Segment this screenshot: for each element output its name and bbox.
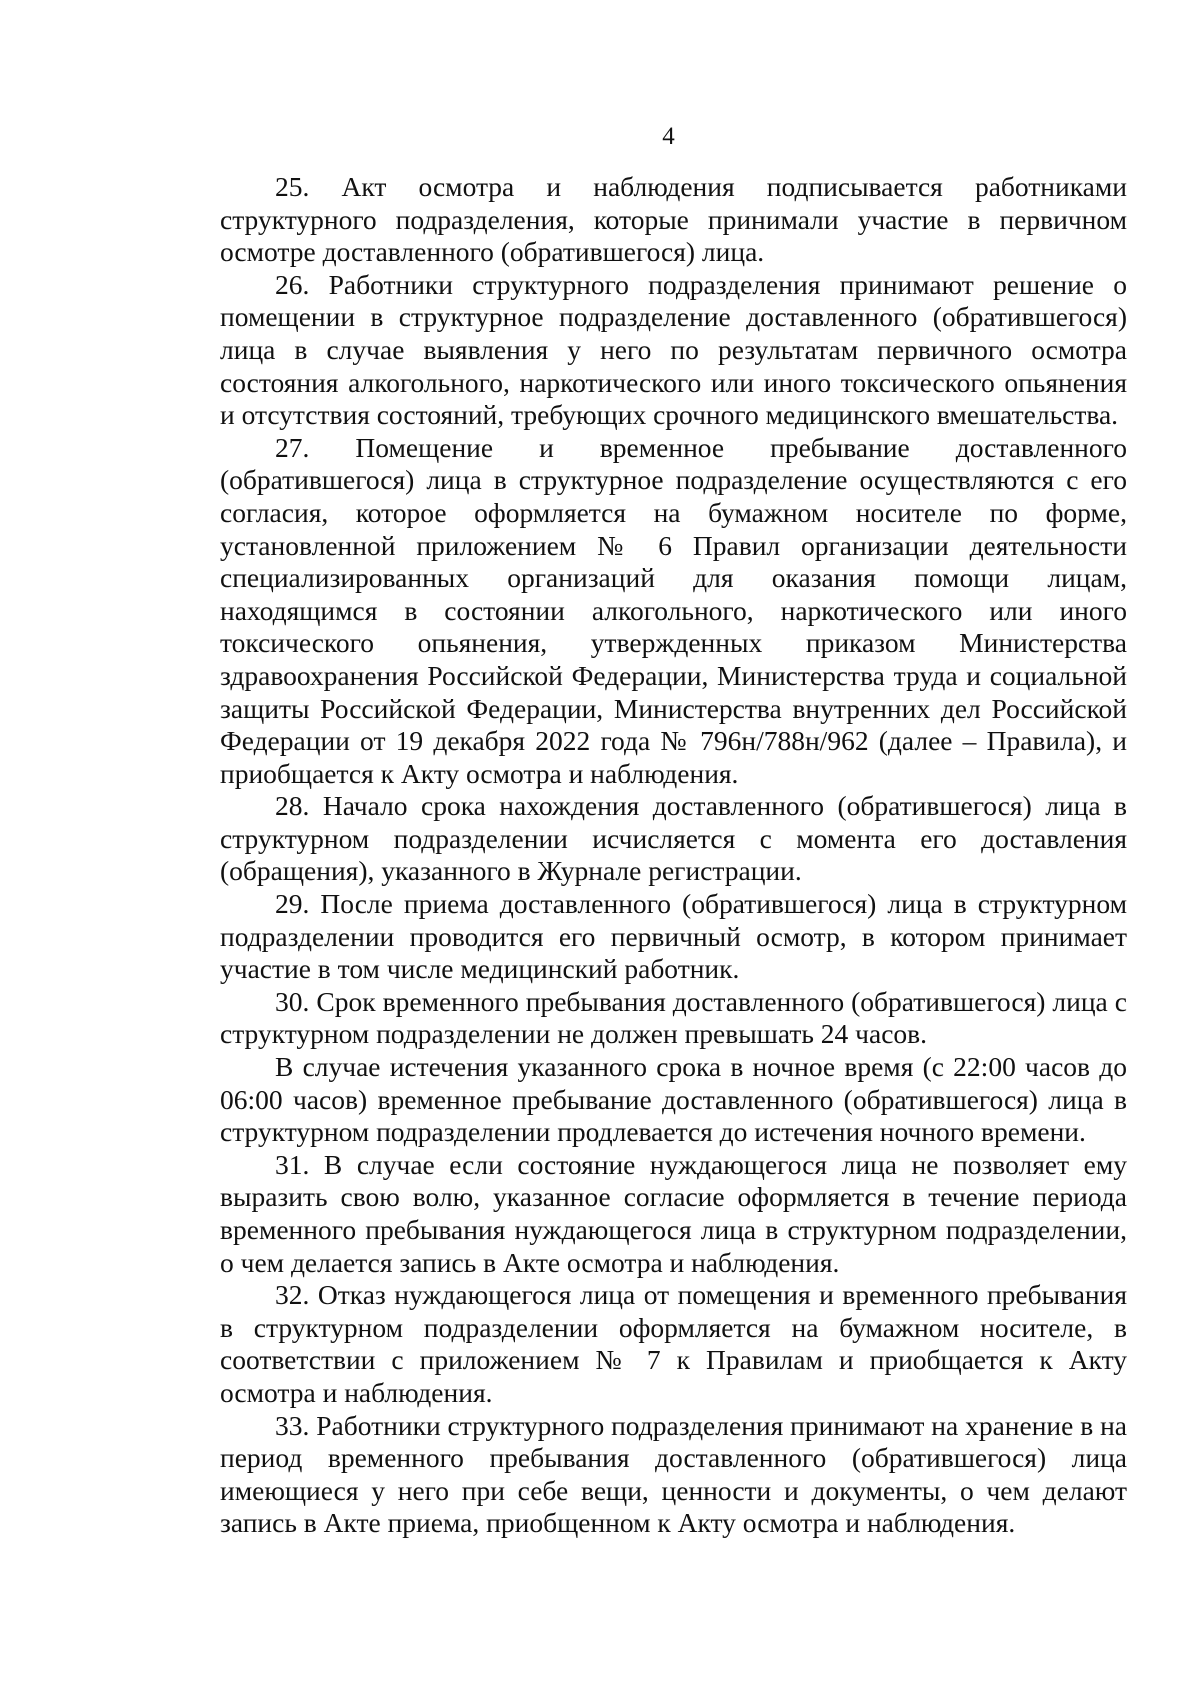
paragraph-31: 31. В случае если состояние нуждающегося лица не позволяет ему выразить свою волю, указанное согласие оформляется в течение периода временного пребывания нуждающегося лица в структурном подразделении, о чем делается запись в Акте осмотра и наблюдения.: [220, 1148, 1127, 1278]
document-body: [220, 171, 1127, 1540]
paragraph-28: 28. Начало срока нахождения доставленного (обратившегося) лица в структурном подразделении исчисляется с момента его доставления (обращения), указанного в Журнале регистрации.: [220, 790, 1127, 887]
paragraph-25: 25. Акт осмотра и наблюдения подписывается работниками структурного подразделения, которые принимали участие в первичном осмотре доставленного (обратившегося) лица.: [220, 171, 1127, 268]
page-number: 4: [662, 123, 675, 150]
paragraph-32: 32. Отказ нуждающегося лица от помещения и временного пребывания в структурном подразделении оформляется на бумажном носителе, в соответствии с приложением № 7 к Правилам и приобщается к Акту осмотра и наблюдения.: [220, 1279, 1127, 1408]
paragraph-30-continuation: В случае истечения указанного срока в ночное время (с 22:00 часов до 06:00 часов) временное пребывание доставленного (обратившегося) лица в структурном подразделении продлевается до истечения ночного времени.: [220, 1051, 1127, 1148]
paragraph-27: 27. Помещение и временное пребывание доставленного (обратившегося) лица в структурное подразделение осуществляются с его согласия, которое оформляется на бумажном носителе по форме, установленной приложением № 6 Правил организации деятельности специализированных организаций для оказания помощи лицам, находящимся в состоянии алкогольного, наркотического или иного токсического опьянения, утвержденных приказом Министерства здравоохранения Российской Федерации, Министерства труда и социальной защиты Российской Федерации, Министерства внутренних дел Российской Федерации от 19 декабря 2022 года № 796н/788н/962 (далее – Правила), и приобщается к Акту осмотра и наблюдения.: [220, 431, 1127, 789]
paragraph-29: 29. После приема доставленного (обратившегося) лица в структурном подразделении проводится его первичный осмотр, в котором принимает участие в том числе медицинский работник.: [220, 888, 1127, 985]
paragraph-26: 26. Работники структурного подразделения принимают решение о помещении в структурное подразделение доставленного (обратившегося) лица в случае выявления у него по результатам первичного осмотра состояния алкогольного, наркотического или иного токсического опьянения и отсутствия состояний, требующих срочного медицинского вмешательства.: [220, 268, 1127, 431]
paragraph-33: 33. Работники структурного подразделения принимают на хранение в на период временного пребывания доставленного (обратившегося) лица имеющиеся у него при себе вещи, ценности и документы, о чем делают запись в Акте приема, приобщенном к Акту осмотра и наблюдения.: [220, 1409, 1127, 1539]
paragraph-30: 30. Срок временного пребывания доставленного (обратившегося) лица с структурном подразделении не должен превышать 24 часов.: [220, 985, 1127, 1050]
